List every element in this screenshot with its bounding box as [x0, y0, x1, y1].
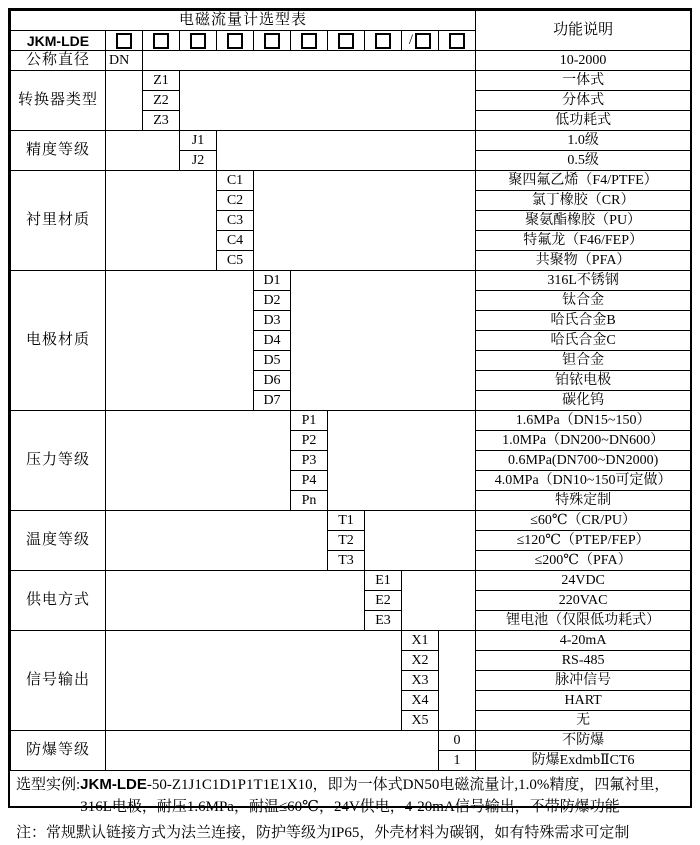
code-signal-output-2: X2 [402, 651, 439, 671]
desc-power-supply-2: 220VAC [476, 591, 691, 611]
code-electrode-material-5: D5 [254, 351, 291, 371]
model-code-box-8[interactable] [365, 31, 402, 51]
code-accuracy-grade-1: J1 [180, 131, 217, 151]
section-label-accuracy-grade: 精度等级 [11, 131, 106, 171]
code-signal-output-1: X1 [402, 631, 439, 651]
desc-electrode-material-4: 哈氏合金C [476, 331, 691, 351]
example-prefix: 选型实例: [16, 777, 81, 793]
spacer-cell [328, 411, 476, 511]
model-code-box-5[interactable] [254, 31, 291, 51]
model-code-box-9[interactable] [402, 31, 439, 51]
selection-table [10, 10, 691, 771]
desc-converter-type-1: 一体式 [476, 71, 691, 91]
code-liner-material-2: C2 [217, 191, 254, 211]
desc-accuracy-grade-1: 1.0级 [476, 131, 691, 151]
code-liner-material-4: C4 [217, 231, 254, 251]
code-signal-output-4: X4 [402, 691, 439, 711]
spacer-cell [365, 511, 476, 571]
model-code-checkbox-icon[interactable] [190, 33, 206, 49]
code-pressure-grade-1: P1 [291, 411, 328, 431]
desc-power-supply-1: 24VDC [476, 571, 691, 591]
desc-temperature-grade-3: ≤200℃（PFA） [476, 551, 691, 571]
desc-temperature-grade-2: ≤120℃（PTEP/FEP） [476, 531, 691, 551]
example-line-2: 316L电极，耐压1.6MPa，耐温≤60℃，24V供电，4-20mA信号输出，不带防爆功能 [80, 799, 620, 815]
model-code-checkbox-icon[interactable] [449, 33, 465, 49]
code-liner-material-5: C5 [217, 251, 254, 271]
code-pressure-grade-3: P3 [291, 451, 328, 471]
code-pressure-grade-2: P2 [291, 431, 328, 451]
desc-signal-output-4: HART [476, 691, 691, 711]
section-label-pressure-grade: 压力等级 [11, 411, 106, 511]
model-prefix: JKM-LDE [11, 31, 106, 51]
code-signal-output-3: X3 [402, 671, 439, 691]
desc-electrode-material-1: 316L不锈钢 [476, 271, 691, 291]
code-electrode-material-3: D3 [254, 311, 291, 331]
desc-liner-material-4: 特氟龙（F46/FEP） [476, 231, 691, 251]
example-rest: -50-Z1J1C1D1P1T1E1X10，即为一体式DN50电磁流量计,1.0%精度，四氟衬里， [146, 777, 670, 793]
model-code-box-7[interactable] [328, 31, 365, 51]
spacer-cell [439, 631, 476, 731]
spacer-cell [291, 271, 476, 411]
spacer-cell [106, 631, 402, 731]
section-label-nominal-diameter: 公称直径 [11, 51, 106, 71]
code-explosion-proof-2: 1 [439, 751, 476, 771]
desc-electrode-material-7: 碳化钨 [476, 391, 691, 411]
code-electrode-material-2: D2 [254, 291, 291, 311]
model-code-checkbox-icon[interactable] [116, 33, 132, 49]
desc-pressure-grade-2: 1.0MPa（DN200~DN600） [476, 431, 691, 451]
example-model-code: JKM-LDE [80, 776, 147, 793]
spacer-cell [106, 131, 180, 171]
code-nominal-diameter-1: DN [106, 51, 143, 71]
code-electrode-material-4: D4 [254, 331, 291, 351]
desc-accuracy-grade-2: 0.5级 [476, 151, 691, 171]
code-electrode-material-1: D1 [254, 271, 291, 291]
default-config-note: 注：常规默认链接方式为法兰连接，防护等级为IP65，外壳材料为碳钢，如有特殊需求可定制 [16, 825, 630, 841]
desc-signal-output-1: 4-20mA [476, 631, 691, 651]
code-temperature-grade-3: T3 [328, 551, 365, 571]
spacer-cell [217, 131, 476, 171]
slash-separator: / [408, 32, 414, 48]
spacer-cell [254, 171, 476, 271]
model-code-checkbox-icon[interactable] [375, 33, 391, 49]
model-code-box-1[interactable] [106, 31, 143, 51]
section-label-converter-type: 转换器类型 [11, 71, 106, 131]
notes-area [10, 771, 690, 845]
desc-signal-output-2: RS-485 [476, 651, 691, 671]
code-power-supply-2: E2 [365, 591, 402, 611]
spacer-cell [106, 571, 365, 631]
section-label-explosion-proof: 防爆等级 [11, 731, 106, 771]
code-power-supply-3: E3 [365, 611, 402, 631]
code-pressure-grade-4: P4 [291, 471, 328, 491]
model-code-checkbox-icon[interactable] [338, 33, 354, 49]
code-temperature-grade-2: T2 [328, 531, 365, 551]
desc-column-header: 功能说明 [476, 11, 691, 51]
model-code-box-3[interactable] [180, 31, 217, 51]
model-code-checkbox-icon[interactable] [227, 33, 243, 49]
code-pressure-grade-5: Pn [291, 491, 328, 511]
desc-explosion-proof-1: 不防爆 [476, 731, 691, 751]
spacer-cell [106, 731, 439, 771]
spec-sheet-frame [8, 8, 692, 841]
desc-power-supply-3: 锂电池（仅限低功耗式） [476, 611, 691, 631]
desc-pressure-grade-5: 特殊定制 [476, 491, 691, 511]
example-line-1 [16, 774, 684, 796]
desc-pressure-grade-3: 0.6MPa(DN700~DN2000) [476, 451, 691, 471]
spacer-cell [402, 571, 476, 631]
spacer-cell [106, 411, 291, 511]
desc-electrode-material-5: 钽合金 [476, 351, 691, 371]
code-electrode-material-7: D7 [254, 391, 291, 411]
section-label-liner-material: 衬里材质 [11, 171, 106, 271]
code-temperature-grade-1: T1 [328, 511, 365, 531]
spacer-cell [106, 171, 217, 271]
table-title: 电磁流量计选型表 [11, 11, 476, 31]
desc-electrode-material-3: 哈氏合金B [476, 311, 691, 331]
section-label-power-supply: 供电方式 [11, 571, 106, 631]
spacer-cell [106, 271, 254, 411]
model-code-box-2[interactable] [143, 31, 180, 51]
code-accuracy-grade-2: J2 [180, 151, 217, 171]
model-code-checkbox-icon[interactable] [415, 33, 431, 49]
code-converter-type-1: Z1 [143, 71, 180, 91]
desc-liner-material-2: 氯丁橡胶（CR） [476, 191, 691, 211]
spacer-cell [143, 51, 476, 71]
code-electrode-material-6: D6 [254, 371, 291, 391]
code-liner-material-3: C3 [217, 211, 254, 231]
desc-signal-output-5: 无 [476, 711, 691, 731]
spacer-cell [106, 71, 143, 131]
desc-electrode-material-6: 铂铱电极 [476, 371, 691, 391]
model-code-box-4[interactable] [217, 31, 254, 51]
code-converter-type-3: Z3 [143, 111, 180, 131]
desc-liner-material-1: 聚四氟乙烯（F4/PTFE） [476, 171, 691, 191]
desc-explosion-proof-2: 防爆ExdmbⅡCT6 [476, 751, 691, 771]
section-label-temperature-grade: 温度等级 [11, 511, 106, 571]
desc-electrode-material-2: 钛合金 [476, 291, 691, 311]
model-code-box-6[interactable] [291, 31, 328, 51]
code-liner-material-1: C1 [217, 171, 254, 191]
spacer-cell [180, 71, 476, 131]
desc-pressure-grade-1: 1.6MPa（DN15~150） [476, 411, 691, 431]
code-signal-output-5: X5 [402, 711, 439, 731]
section-label-signal-output: 信号输出 [11, 631, 106, 731]
desc-signal-output-3: 脉冲信号 [476, 671, 691, 691]
desc-converter-type-2: 分体式 [476, 91, 691, 111]
code-converter-type-2: Z2 [143, 91, 180, 111]
desc-temperature-grade-1: ≤60℃（CR/PU） [476, 511, 691, 531]
section-label-electrode-material: 电极材质 [11, 271, 106, 411]
desc-liner-material-5: 共聚物（PFA） [476, 251, 691, 271]
model-code-checkbox-icon[interactable] [301, 33, 317, 49]
desc-converter-type-3: 低功耗式 [476, 111, 691, 131]
spacer-cell [106, 511, 328, 571]
model-code-checkbox-icon[interactable] [264, 33, 280, 49]
code-explosion-proof-1: 0 [439, 731, 476, 751]
model-code-checkbox-icon[interactable] [153, 33, 169, 49]
model-code-box-10[interactable] [439, 31, 476, 51]
desc-pressure-grade-4: 4.0MPa（DN10~150可定做） [476, 471, 691, 491]
code-power-supply-1: E1 [365, 571, 402, 591]
desc-nominal-diameter-1: 10-2000 [476, 51, 691, 71]
desc-liner-material-3: 聚氨酯橡胶（PU） [476, 211, 691, 231]
